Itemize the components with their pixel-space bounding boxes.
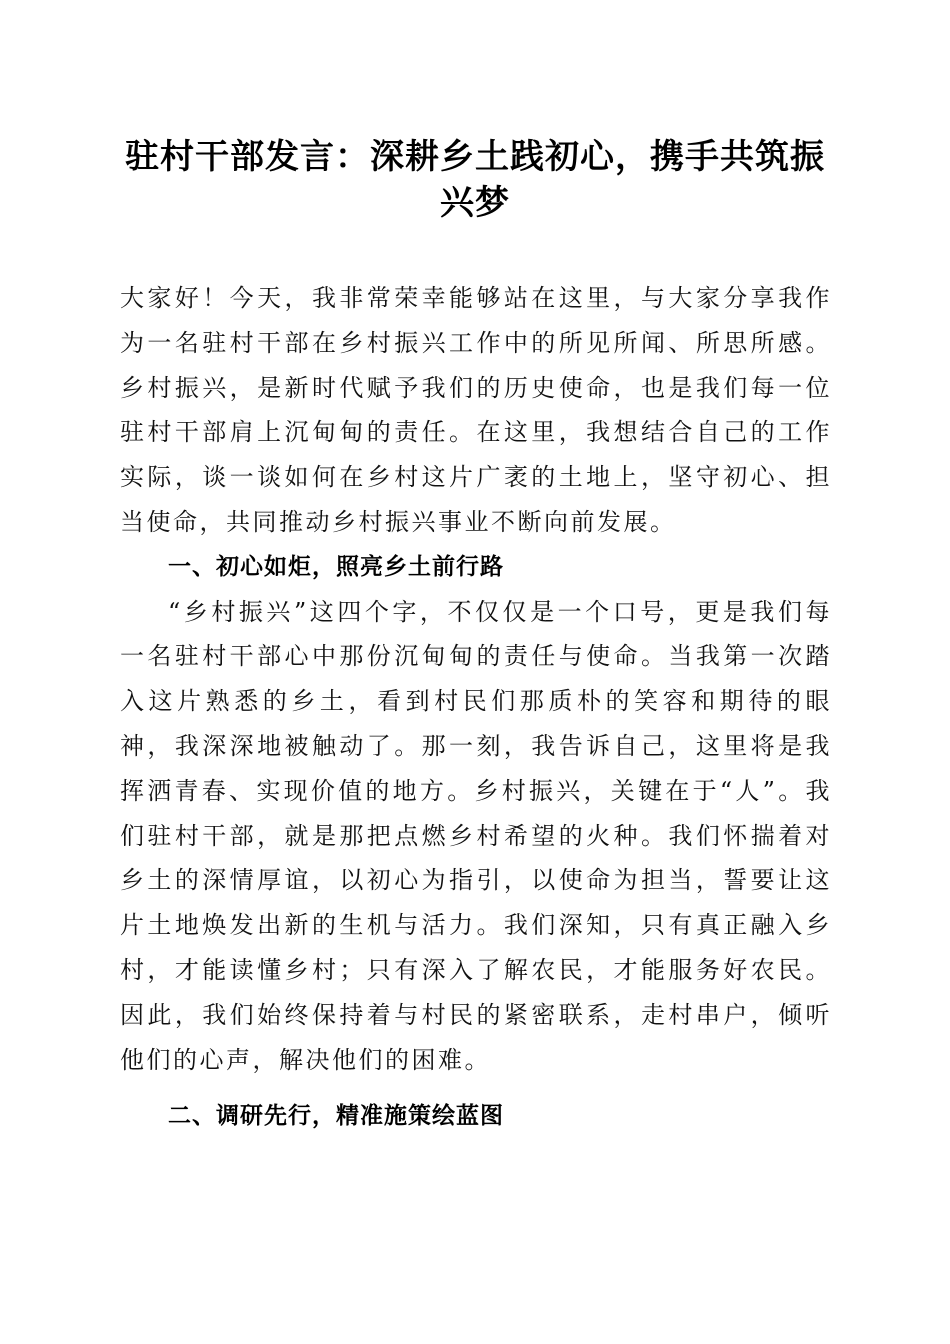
document-title: 驻村干部发言：深耕乡土践初心，携手共筑振兴梦 (125, 137, 825, 223)
section-1-paragraph: “乡村振兴”这四个字，不仅仅是一个口号，更是我们每一名驻村干部心中那份沉甸甸的责任与使命。当我第一次踏入这片熟悉的乡土，看到村民们那质朴的笑容和期待的眼神，我深深地被触动了。那一刻，我告诉自己，这里将是我挥洒青春、实现价值的地方。乡村振兴，关键在于“人”。我们驻村干部，就是那把点燃乡村希望的火种。我们怀揣着对乡土的深情厚谊，以初心为指引，以使命为担当，誓要让这片土地焕发出新的生机与活力。我们深知，只有真正融入乡村，才能读懂乡村；只有深入了解农民，才能服务好农民。因此，我们始终保持着与村民的紧密联系，走村串户，倾听他们的心声，解决他们的困难。 (120, 597, 832, 1074)
section-1-heading: 一、初心如炬，照亮乡土前行路 (168, 553, 504, 580)
document-body (120, 276, 832, 1139)
section-2-heading: 二、调研先行，精准施策绘蓝图 (168, 1103, 504, 1130)
intro-paragraph: 大家好！今天，我非常荣幸能够站在这里，与大家分享我作为一名驻村干部在乡村振兴工作中的所见所闻、所思所感。乡村振兴，是新时代赋予我们的历史使命，也是我们每一位驻村干部肩上沉甸甸的责任。在这里，我想结合自己的工作实际，谈一谈如何在乡村这片广袤的土地上，坚守初心、担当使命，共同推动乡村振兴事业不断向前发展。 (120, 284, 832, 536)
